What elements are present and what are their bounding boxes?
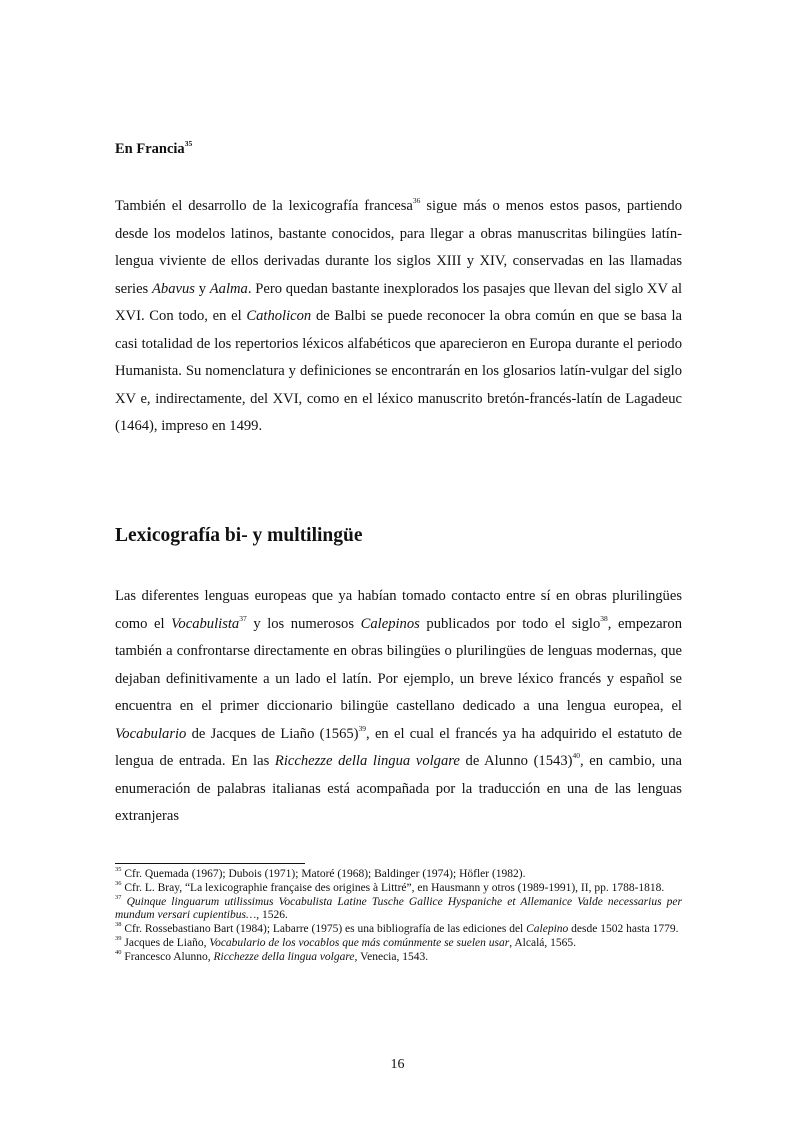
section-heading-en-francia	[115, 141, 192, 158]
paragraph-francia: También el desarrollo de la lexicografía francesa$^{36}$ sigue más o menos estos pasos, partiendo desde los modelos latinos, bastante conocidos, para llegar a obras manuscritas bilingües latín-lengua viviente de ellos derivadas durante los siglos XIII y XIV, conservadas en las llamadas series Abavus y Aalma. Pero quedan bastante inexplorados los pasajes que llevan del siglo XV al XVI. Con todo, en el Catholicon de Balbi se puede reconocer la obra común en que se basa la casi totalidad de los repertorios léxicos alfabéticos que aparecieron en Europa durante el periodo Humanista. Su nomenclatura y definiciones se encontrarán en los glosarios latín-vulgar del siglo XV e, indirectamente, del XVI, como en el léxico manuscrito bretón-francés-latín de Lagadeuc (1464), impreso en 1499.	[115, 196, 683, 434]
footnote-36: $^{36}$ Cfr. L. Bray, “La lexicographie française des origines à Littré”, en Hausmann y otros (1989-1991), II, pp. 1788-1818.	[115, 879, 665, 894]
paragraph-lexicografia: Las diferentes lenguas europeas que ya habían tomado contacto entre sí en obras plurilingües como el Vocabulista$^{37}$ y los numerosos Calepinos publicados por todo el siglo$^{38}$, empezaron también a confrontarse directamente en obras bilingües o plurilingües de lenguas modernas, que dejaban definitivamente a un lado el latín. Por ejemplo, un breve léxico francés y español se encuentra en el primer diccionario bilingüe castellano dedicado a una lengua europea, el Vocabulario de Jacques de Liaño $(1565)^{39}$, en el cual el francés ya ha adquirido el estatuto de lengua de entrada. En las Ricchezze della lingua volgare de Alunno $(1543)^{40}$, en cambio, una enumeración de palabras italianas está acompañada por la traducción en una de las lenguas extranjeras	[115, 588, 683, 824]
footnote-ref-37[interactable]: 37	[239, 613, 247, 623]
footnotes	[115, 868, 682, 965]
footnote-ref-35[interactable]: 35	[184, 139, 193, 149]
footnote-ref-36[interactable]: 36	[412, 196, 421, 206]
footnote-separator	[115, 863, 305, 864]
page-number: 16	[390, 1057, 405, 1072]
footnote-39: $^{39}$ Jacques de Liaño, Vocabulario de los vocablos que más comúnmente se suelen usar, Alcalá, 1565.	[115, 935, 576, 949]
footnote-38: $^{38}$ Cfr. Rossebastiano Bart (1984); Labarre (1975) es una bibliografía de las ediciones del Calepino desde 1502 hasta 1779.	[115, 921, 679, 936]
footnote-ref-40[interactable]: 40	[572, 751, 580, 761]
heading-text: En Francia	[115, 141, 185, 157]
footnote-ref-38[interactable]: 38	[600, 613, 608, 623]
footnote-ref-39[interactable]: 39	[358, 723, 367, 733]
footnote-35: $^{35}$ Cfr. Quemada (1967); Dubois (1971); Matoré (1968); Baldinger (1974); Höfler (1982).	[115, 866, 526, 880]
footnote-37: $^{37}$ Quinque linguarum utilissimus Vocabulista Latine Tusche Gallice Hyspaniche et Allemanice Valde necessarius per mundum versari cupientibus…, 1526.	[115, 893, 682, 922]
footnote-40: $^{40}$ Francesco Alunno, Ricchezze della lingua volgare, Venecia, 1543.	[115, 948, 429, 963]
section-heading-lexicografia: Lexicografía bi- y multilingüe	[115, 525, 363, 546]
